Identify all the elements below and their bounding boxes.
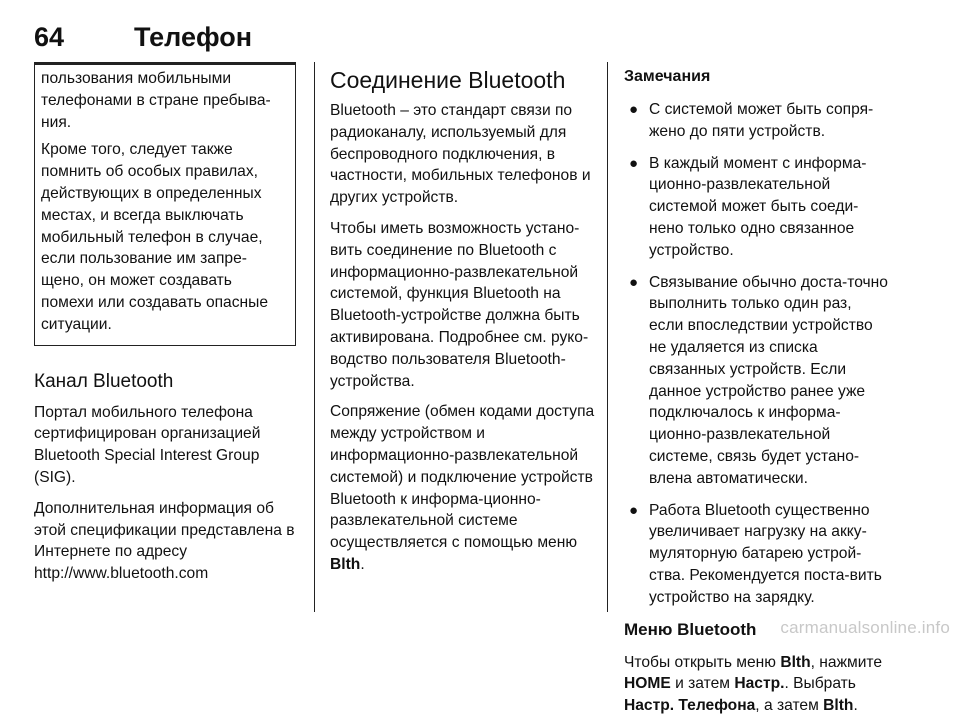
paragraph-text: . xyxy=(360,555,365,573)
paragraph: Чтобы иметь возможность устано-вить соединение по Bluetooth с информационно-развлекательной системой, функция Bluetooth на Bluetooth-устройстве должна быть активирована. Подробнее см. руко-водство пользователя Bluetooth-устройства. xyxy=(330,219,589,390)
warning-paragraph: Кроме того, следует также помнить об особых правилах, действующих в определенных местах, и всегда выключать мобильный телефон в случае, если пользование им запре-щено, он может создавать помехи или создавать опасные ситуации. xyxy=(41,141,269,333)
bullet-icon: ● xyxy=(629,101,639,118)
paragraph: Bluetooth – это стандарт связи по радиоканалу, используемый для беспроводного подключения, в частности, мобильных телефонов и других устройств. xyxy=(330,102,591,207)
page-title: Телефон xyxy=(134,22,253,52)
paragraph-text: , а затем xyxy=(755,697,824,715)
bullet-icon: ● xyxy=(629,273,639,291)
section-heading-bluetooth-menu: Меню Bluetooth xyxy=(624,619,757,639)
menu-name-blth: Blth xyxy=(823,697,854,715)
list-item xyxy=(624,99,888,143)
notes-list xyxy=(624,99,888,609)
column-middle xyxy=(330,66,602,585)
paragraph: Дополнительная информация об этой спецификации представлена в Интернете по адресу xyxy=(34,499,295,561)
paragraph-text: Сопряжение (обмен кодами доступа между устройством и информационно-развлекательной системой) и подключение устройств Bluetooth к информа-ционно-развлекательной системе осуществляется с помощью меню xyxy=(330,403,595,552)
column-left xyxy=(34,62,296,594)
list-item-text: Работа Bluetooth существенно увеличивает нагрузку на акку-муляторную батарею устрой-ства. Рекомендуется поста-вить устройство на зарядку. xyxy=(649,501,882,606)
bluetooth-url-link[interactable]: http://www.bluetooth.com xyxy=(34,565,209,583)
warning-box xyxy=(34,62,296,346)
list-item-text: В каждый момент с информа-ционно-развлекательной системой может быть соеди-нено только одно связанное устройство. xyxy=(649,154,867,259)
list-item-text: С системой может быть сопря-жено до пяти устройств. xyxy=(649,101,874,140)
paragraph: Портал мобильного телефона сертифицирован организацией Bluetooth Special Interest Group (SIG). xyxy=(34,403,261,486)
paragraph-text: Чтобы открыть меню xyxy=(624,653,781,671)
paragraph-text: . xyxy=(853,697,858,715)
notes-heading: Замечания xyxy=(624,68,711,85)
menu-name-phone-settings: Настр. Телефона xyxy=(624,697,756,715)
list-item xyxy=(624,272,888,490)
column-divider xyxy=(314,62,315,612)
warning-paragraph: пользования мобильными телефонами в стране пребыва-ния. xyxy=(41,70,271,131)
bullet-icon: ● xyxy=(629,501,639,519)
menu-name-blth: Blth xyxy=(780,653,811,671)
paragraph-text: и затем xyxy=(670,675,735,693)
section-heading-bluetooth-connection: Соединение Bluetooth xyxy=(330,67,566,93)
page-header xyxy=(34,20,900,60)
section-heading-bluetooth-channel: Канал Bluetooth xyxy=(34,370,174,392)
paragraph-text: . Выбрать xyxy=(784,675,856,693)
column-divider xyxy=(607,62,608,612)
menu-name-settings: Настр. xyxy=(734,675,785,693)
button-name-home: HOME xyxy=(624,675,671,693)
list-item xyxy=(624,153,888,262)
paragraph xyxy=(624,652,888,717)
bullet-icon: ● xyxy=(629,154,639,172)
list-item xyxy=(624,500,888,609)
paragraph xyxy=(330,401,602,575)
menu-name-blth: Blth xyxy=(330,555,361,573)
watermark: carmanualsonline.info xyxy=(780,618,950,637)
list-item-text: Связывание обычно доста-точно выполнить только один раз, если впоследствии устройство не удаляется из списка связанных устройств. Если данное устройство ранее уже подключалось к информа-ционно-развлекательной системе, связь будет устано-влена автоматически. xyxy=(649,273,888,487)
paragraph-text: , нажмите xyxy=(810,653,883,671)
page-number: 64 xyxy=(34,22,65,52)
